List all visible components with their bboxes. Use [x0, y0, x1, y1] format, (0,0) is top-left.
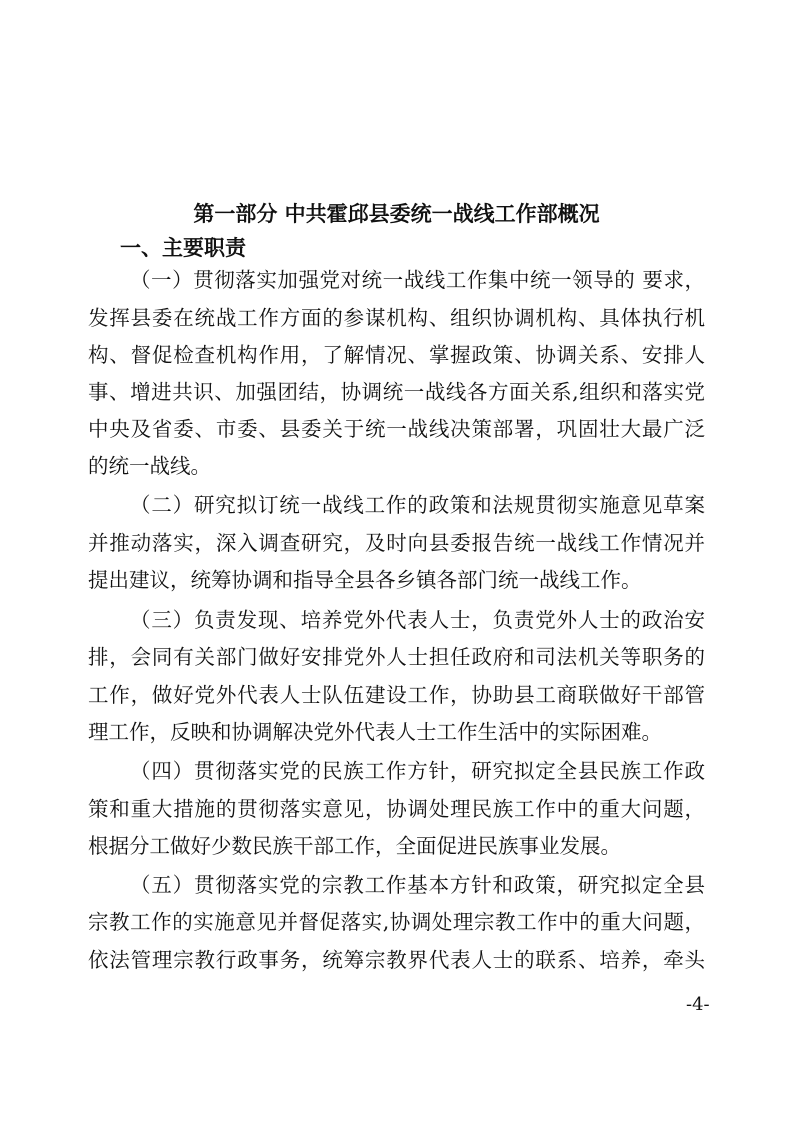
paragraph-line: 发挥县委在统战工作方面的参谋机构、组织协调机构、具体执行机: [88, 306, 705, 330]
paragraph-line: 策和重大措施的贯彻落实意见，协调处理民族工作中的重大问题，: [88, 797, 705, 821]
paragraph-line: 并推动落实，深入调查研究，及时向县委报告统一战线工作情况并: [88, 531, 705, 555]
paragraph-line: 根据分工做好少数民族干部工作，全面促进民族事业发展。: [88, 834, 621, 858]
paragraph-line: 依法管理宗教行政事务，统筹宗教界代表人士的联系、培养，牵头: [88, 948, 705, 972]
paragraph-line: （五）贯彻落实党的宗教工作基本方针和政策，研究拟定全县: [130, 873, 705, 897]
paragraph-line: 理工作，反映和协调解决党外代表人士工作生活中的实际困难。: [88, 720, 662, 744]
paragraph-line: （一）贯彻落实加强党对统一战线工作集中统一领导的 要求，: [130, 268, 705, 292]
paragraph-line: （三）负责发现、培养党外代表人士，负责党外人士的政治安: [130, 608, 705, 632]
section-heading: 一、主要职责: [120, 236, 246, 260]
paragraph-line: 宗教工作的实施意见并督促落实,协调处理宗教工作中的重大问题，: [88, 910, 705, 934]
paragraph-line: 提出建议，统筹协调和指导全县各乡镇各部门统一战线工作。: [88, 568, 642, 592]
page-number: -4-: [686, 994, 710, 1015]
paragraph-line: （四）贯彻落实党的民族工作方针，研究拟定全县民族工作政: [130, 759, 705, 783]
paragraph-line: 排，会同有关部门做好安排党外人士担任政府和司法机关等职务的: [88, 645, 705, 669]
paragraph-line: 构、督促检查机构作用，了解情况、掌握政策、协调关系、安排人: [88, 343, 705, 367]
paragraph-line: 中央及省委、市委、县委关于统一战线决策部署，巩固壮大最广泛: [88, 417, 705, 441]
paragraph-line: 的统一战线。: [88, 454, 211, 478]
paragraph-line: （二）研究拟订统一战线工作的政策和法规贯彻实施意见草案: [130, 493, 705, 517]
page-title: 第一部分 中共霍邱县委统一战线工作部概况: [193, 202, 600, 226]
paragraph-line: 事、增进共识、加强团结，协调统一战线各方面关系,组织和落实党: [88, 380, 705, 404]
paragraph-line: 工作，做好党外代表人士队伍建设工作，协助县工商联做好干部管: [88, 683, 705, 707]
